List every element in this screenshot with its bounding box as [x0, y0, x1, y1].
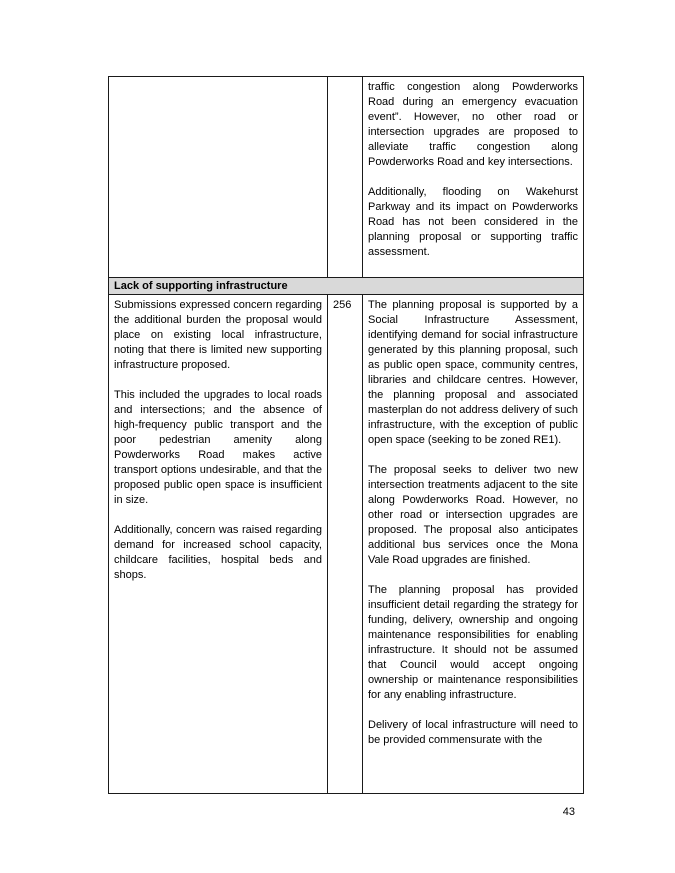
submission-cell-empty	[109, 77, 328, 278]
submission-paragraph: Additionally, concern was raised regarding demand for increased school capacity, childcare facilities, hospital beds and shops.	[114, 524, 322, 581]
response-paragraph: The proposal seeks to deliver two new intersection treatments adjacent to the site along Powderworks Road. However, no other road or intersection upgrades are proposed. The proposal also anticipates additional bus services once the Mona Vale Road upgrades are finished.	[368, 464, 578, 566]
submission-paragraph: Submissions expressed concern regarding the additional burden the proposal would place on existing local infrastructure, noting that there is limited new supporting infrastructure proposed.	[114, 299, 322, 371]
section-header-row	[109, 278, 584, 295]
count-cell	[328, 295, 363, 794]
response-paragraph: The planning proposal has provided insufficient detail regarding the strategy for funding, delivery, ownership and ongoing maintenance responsibilities for enabling infrastructure. It should not be assumed that Council would accept ongoing ownership or maintenance responsibilities for any enabling infrastructure.	[368, 584, 578, 701]
response-paragraph: The planning proposal is supported by a Social Infrastructure Assessment, identifying demand for social infrastructure generated by this planning proposal, such as public open space, community centres, libraries and childcare centres. However, the planning proposal and associated masterplan do not address delivery of such infrastructure, with the exception of public open space (seeking to be zoned RE1).	[368, 299, 578, 446]
response-cell	[363, 77, 584, 278]
submission-text-block	[114, 298, 322, 583]
table-row-continuation	[109, 77, 584, 278]
page-number: 43	[562, 806, 575, 818]
section-header: Lack of supporting infrastructure	[109, 278, 584, 295]
count-cell-empty	[328, 77, 363, 278]
table-row-main	[109, 295, 584, 794]
response-cell	[363, 295, 584, 794]
submissions-response-table	[108, 76, 584, 794]
submission-paragraph: This included the upgrades to local roads and intersections; and the absence of high-frequency public transport and the poor pedestrian amenity along Powderworks Road makes active transport options undesirable, and that the proposed public open space is insufficient in size.	[114, 389, 322, 506]
response-paragraph: Additionally, flooding on Wakehurst Parkway and its impact on Powderworks Road has not been considered in the planning proposal or supporting traffic assessment.	[368, 186, 578, 258]
submission-count: 256	[333, 299, 352, 311]
response-paragraph: Delivery of local infrastructure will need to be provided commensurate with the	[368, 719, 578, 746]
response-paragraph: traffic congestion along Powderworks Road during an emergency evacuation event”. However, no other road or intersection upgrades are proposed to alleviate traffic congestion along Powderworks Road and key intersections.	[368, 81, 578, 168]
submission-cell	[109, 295, 328, 794]
response-text-block	[368, 298, 578, 748]
